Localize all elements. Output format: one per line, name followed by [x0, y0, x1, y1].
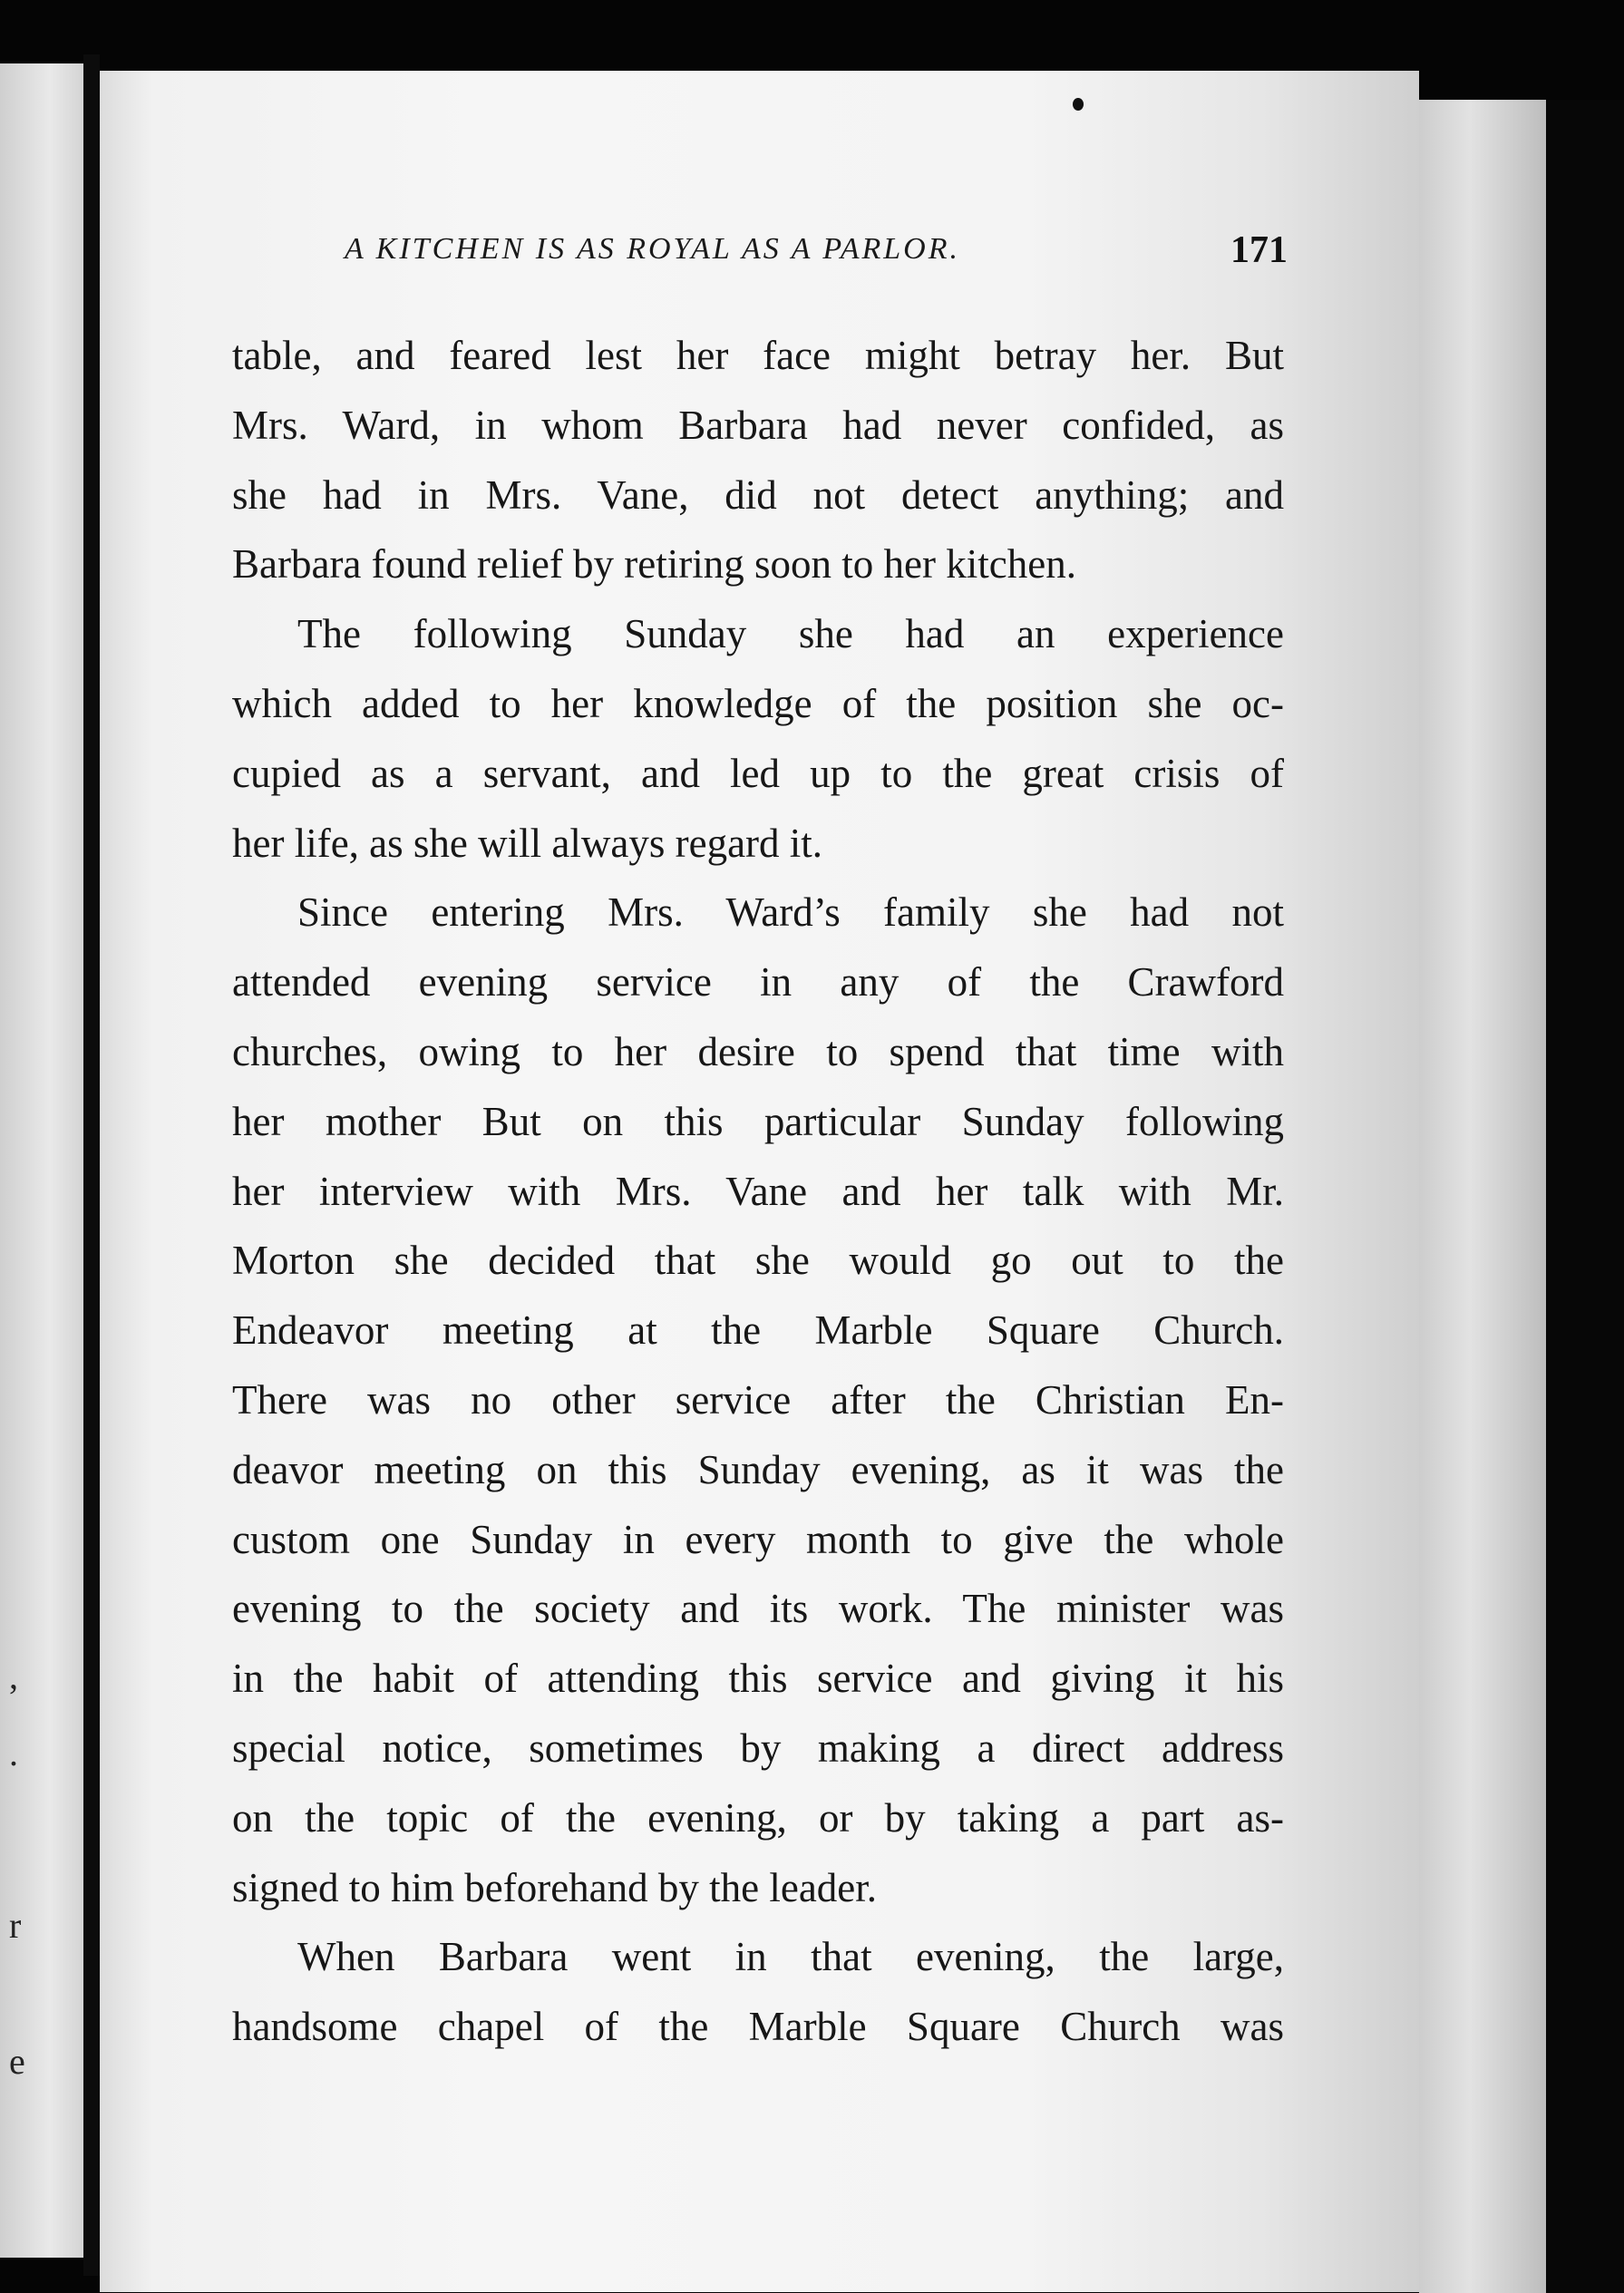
left-page-fragment: e	[9, 2041, 25, 2082]
text-line: in the habit of attending this service and giving it his	[232, 1656, 1284, 1702]
paragraph-first-line: Since entering Mrs. Ward’s family she had not	[297, 889, 1284, 936]
text-line: handsome chapel of the Marble Square Church was	[232, 2004, 1284, 2050]
left-page-fragment: ,	[9, 1656, 18, 1696]
text-line: which added to her knowledge of the position she oc-	[232, 680, 1284, 726]
text-line: Mrs. Ward, in whom Barbara had never confided, as	[232, 402, 1284, 448]
ink-dot	[1073, 98, 1084, 111]
left-facing-page	[0, 63, 83, 2258]
running-head: A KITCHEN IS AS ROYAL AS A PARLOR.	[345, 232, 960, 266]
text-line: her mother But on this particular Sunday following	[232, 1098, 1284, 1144]
paragraph-first-line: The following Sunday she had an experience	[297, 611, 1284, 657]
body-text	[232, 321, 1284, 2062]
text-line: There was no other service after the Christian En-	[232, 1376, 1284, 1423]
text-line: table, and feared lest her face might betray her. But	[232, 333, 1284, 378]
left-page-fragment: r	[9, 1905, 22, 1946]
left-page-fragment: .	[9, 1733, 18, 1773]
text-line: custom one Sunday in every month to give the whole	[232, 1516, 1284, 1562]
paragraph-first-line: When Barbara went in that evening, the large,	[297, 1934, 1284, 1980]
text-line: deavor meeting on this Sunday evening, as it was the	[232, 1446, 1284, 1492]
text-line: Endeavor meeting at the Marble Square Church.	[232, 1307, 1284, 1354]
text-line: churches, owing to her desire to spend that time with	[232, 1028, 1284, 1074]
page-number: 171	[1230, 229, 1288, 271]
text-line: special notice, sometimes by making a direct address	[232, 1725, 1284, 1771]
text-line: she had in Mrs. Vane, did not detect anything; and	[232, 471, 1284, 518]
scan-border	[1546, 100, 1624, 2293]
book-gutter	[83, 54, 100, 2276]
text-line: her interview with Mrs. Vane and her talk with Mr.	[232, 1168, 1284, 1214]
page-header	[345, 229, 1288, 277]
text-line: her life, as she will always regard it.	[232, 820, 823, 866]
text-line: attended evening service in any of the Crawford	[232, 959, 1284, 1006]
text-line: Morton she decided that she would go out to the	[232, 1238, 1284, 1284]
text-line: on the topic of the evening, or by taking a part as-	[232, 1794, 1284, 1841]
text-line: evening to the society and its work. The minister was	[232, 1586, 1284, 1632]
page-edge-stack	[1419, 100, 1546, 2293]
text-line: signed to him beforehand by the leader.	[232, 1864, 878, 1910]
text-line: Barbara found relief by retiring soon to her kitchen.	[232, 541, 1076, 588]
text-line: cupied as a servant, and led up to the great crisis of	[232, 750, 1284, 796]
